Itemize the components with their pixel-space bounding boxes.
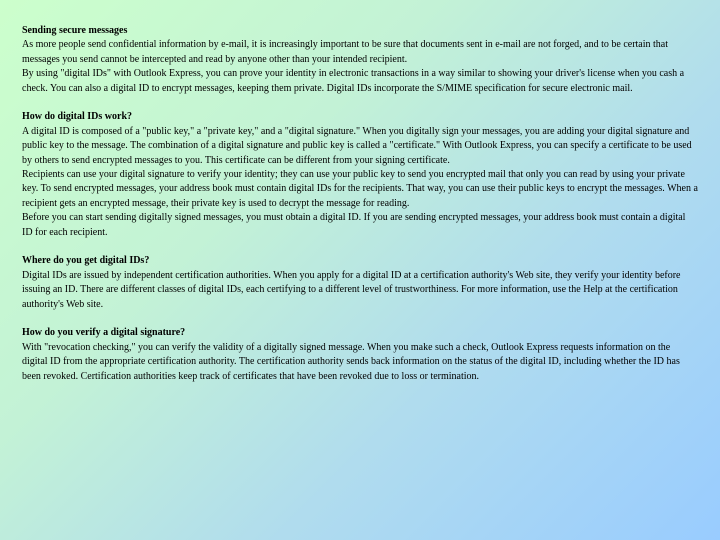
section-where-get-digital-ids (22, 254, 698, 312)
section-heading: Sending secure messages (22, 25, 128, 36)
section-paragraph: Recipients can use your digital signature to verify your identity; they can use your public key to send you encrypted mail that only you can read by using your private key. To send encrypted messages, your address book must contain digital IDs for the recipients. That way, you can use their public keys to encrypt the messages. When a recipient gets an encrypted message, their private key is used to decrypt the message for reading. (22, 169, 698, 209)
section-paragraph: As more people send confidential information by e-mail, it is increasingly important to be sure that documents sent in e-mail are not forged, and to be certain that messages you send cannot be intercepted and read by anyone other than your intended recipient. (22, 39, 669, 65)
section-paragraph: A digital ID is composed of a "public key," a "private key," and a "digital signature." When you digitally sign your messages, you are adding your digital signature and public key to the message. The combination of a digital signature and public key is called a "certificate." With Outlook Express, you can specify a certificate to be used by others to send encrypted messages to you. This certificate can be different from your signing certificate. (22, 125, 692, 166)
section-how-digital-ids-work (22, 110, 698, 240)
section-heading: How do you verify a digital signature? (22, 327, 186, 339)
section-paragraph: By using "digital IDs" with Outlook Express, you can prove your identity in electronic transactions in a way similar to showing your driver's license when you cash a check. You can also a digital ID to encrypt messages, keeping them private. Digital IDs incorporate the S/MIME specification for secure electronic mail. (22, 68, 685, 94)
section-paragraph: Before you can start sending digitally signed messages, you must obtain a digital ID. If you are sending encrypted messages, your address book must contain a digital ID for each recipient. (22, 212, 686, 238)
section-paragraph: Digital IDs are issued by independent certification authorities. When you apply for a digital ID at a certification authority's Web site, they verify your identity before issuing an ID. There are different classes of digital IDs, each certifying to a different level of trustworthiness. For more information, use the Help at the certification authority's Web site. (22, 269, 681, 310)
section-heading: Where do you get digital IDs? (22, 255, 150, 267)
document-body (22, 24, 698, 399)
section-sending-secure-messages (22, 24, 698, 96)
section-heading: How do digital IDs work? (22, 111, 133, 123)
section-verify-digital-signature (22, 326, 698, 384)
section-paragraph: With "revocation checking," you can verify the validity of a digitally signed message. When you make such a check, Outlook Express requests information on the digital ID from the appropriate certification authority. The certification authority sends back information on the status of the digital ID, including whether the ID has been revoked. Certification authorities keep track of certificates that have been revoked due to loss or termination. (22, 341, 680, 382)
